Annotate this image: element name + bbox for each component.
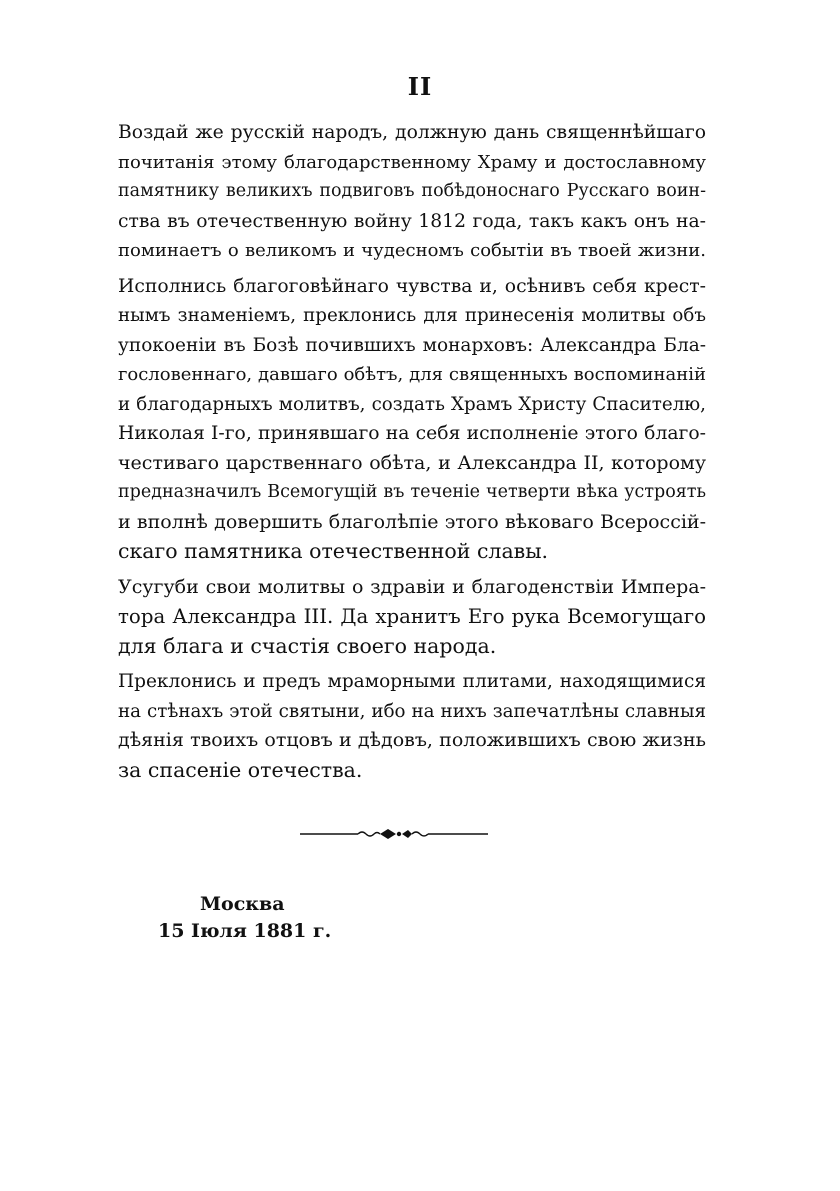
text-line: нымъ знаменіемъ, преклонись для принесенія молитвы объ xyxy=(118,305,706,326)
text-line: тора Александра III. Да хранитъ Его рука Всемогущаго xyxy=(118,605,706,628)
text-line: скаго памятника отечественной славы. xyxy=(118,539,549,563)
text-line: Усугуби свои молитвы о здравіи и благоденствіи Импера- xyxy=(118,575,706,598)
paragraph-4 xyxy=(118,667,706,785)
text-line: и вполнѣ довершить благолѣпіе этого вѣковаго Всероссій- xyxy=(118,510,706,533)
paragraph-3 xyxy=(118,573,706,662)
text-line: Воздай же русскій народъ, должную дань священнѣйшаго xyxy=(118,122,706,143)
text-line: памятнику великихъ подвиговъ побѣдоноснаго Русскаго воин- xyxy=(118,181,706,201)
text-line: Исполнись благоговѣйнаго чувства и, осѣнивъ себя крест- xyxy=(118,275,706,297)
text-line: честиваго царственнаго обѣта, и Александра II, которому xyxy=(118,451,706,474)
text-line: ства въ отечественную войну 1812 года, такъ какъ онъ на- xyxy=(118,210,706,232)
text-line: и благодарныхъ молитвъ, создать Храмъ Христу Спасителю, xyxy=(118,393,706,415)
date-line: 15 Іюля 1881 г. xyxy=(158,920,332,942)
text-line: Николая I-го, принявшаго на себя исполненіе этого благо- xyxy=(118,423,706,444)
page-number: II xyxy=(407,72,433,101)
text-line: почитанія этому благодарственному Храму и достославному xyxy=(118,151,706,173)
text-line: упокоеніи въ Бозѣ почившихъ монарховъ: Александра Бла- xyxy=(118,334,706,356)
body-text xyxy=(118,118,706,791)
paragraph-1 xyxy=(118,118,706,266)
text-line: для блага и счастія своего народа. xyxy=(118,633,497,658)
decorative-rule-icon xyxy=(300,822,488,846)
text-line: Преклонись и предъ мраморными плитами, находящимися xyxy=(118,671,706,692)
text-line: на стѣнахъ этой святыни, ибо на нихъ запечатлѣны славныя xyxy=(118,700,706,722)
text-line: предназначилъ Всемогущій въ теченіе четверти вѣка устроять xyxy=(118,482,706,502)
text-line: гословеннаго, давшаго обѣтъ, для священныхъ воспоминаній xyxy=(118,364,706,385)
text-line: за спасеніе отечества. xyxy=(118,757,363,782)
text-line: поминаетъ о великомъ и чудесномъ событіи въ твоей жизни. xyxy=(118,240,706,261)
text-line: дѣянія твоихъ отцовъ и дѣдовъ, положившихъ свою жизнь xyxy=(118,729,706,751)
place-name: Москва xyxy=(200,893,285,915)
paragraph-2 xyxy=(118,272,706,567)
